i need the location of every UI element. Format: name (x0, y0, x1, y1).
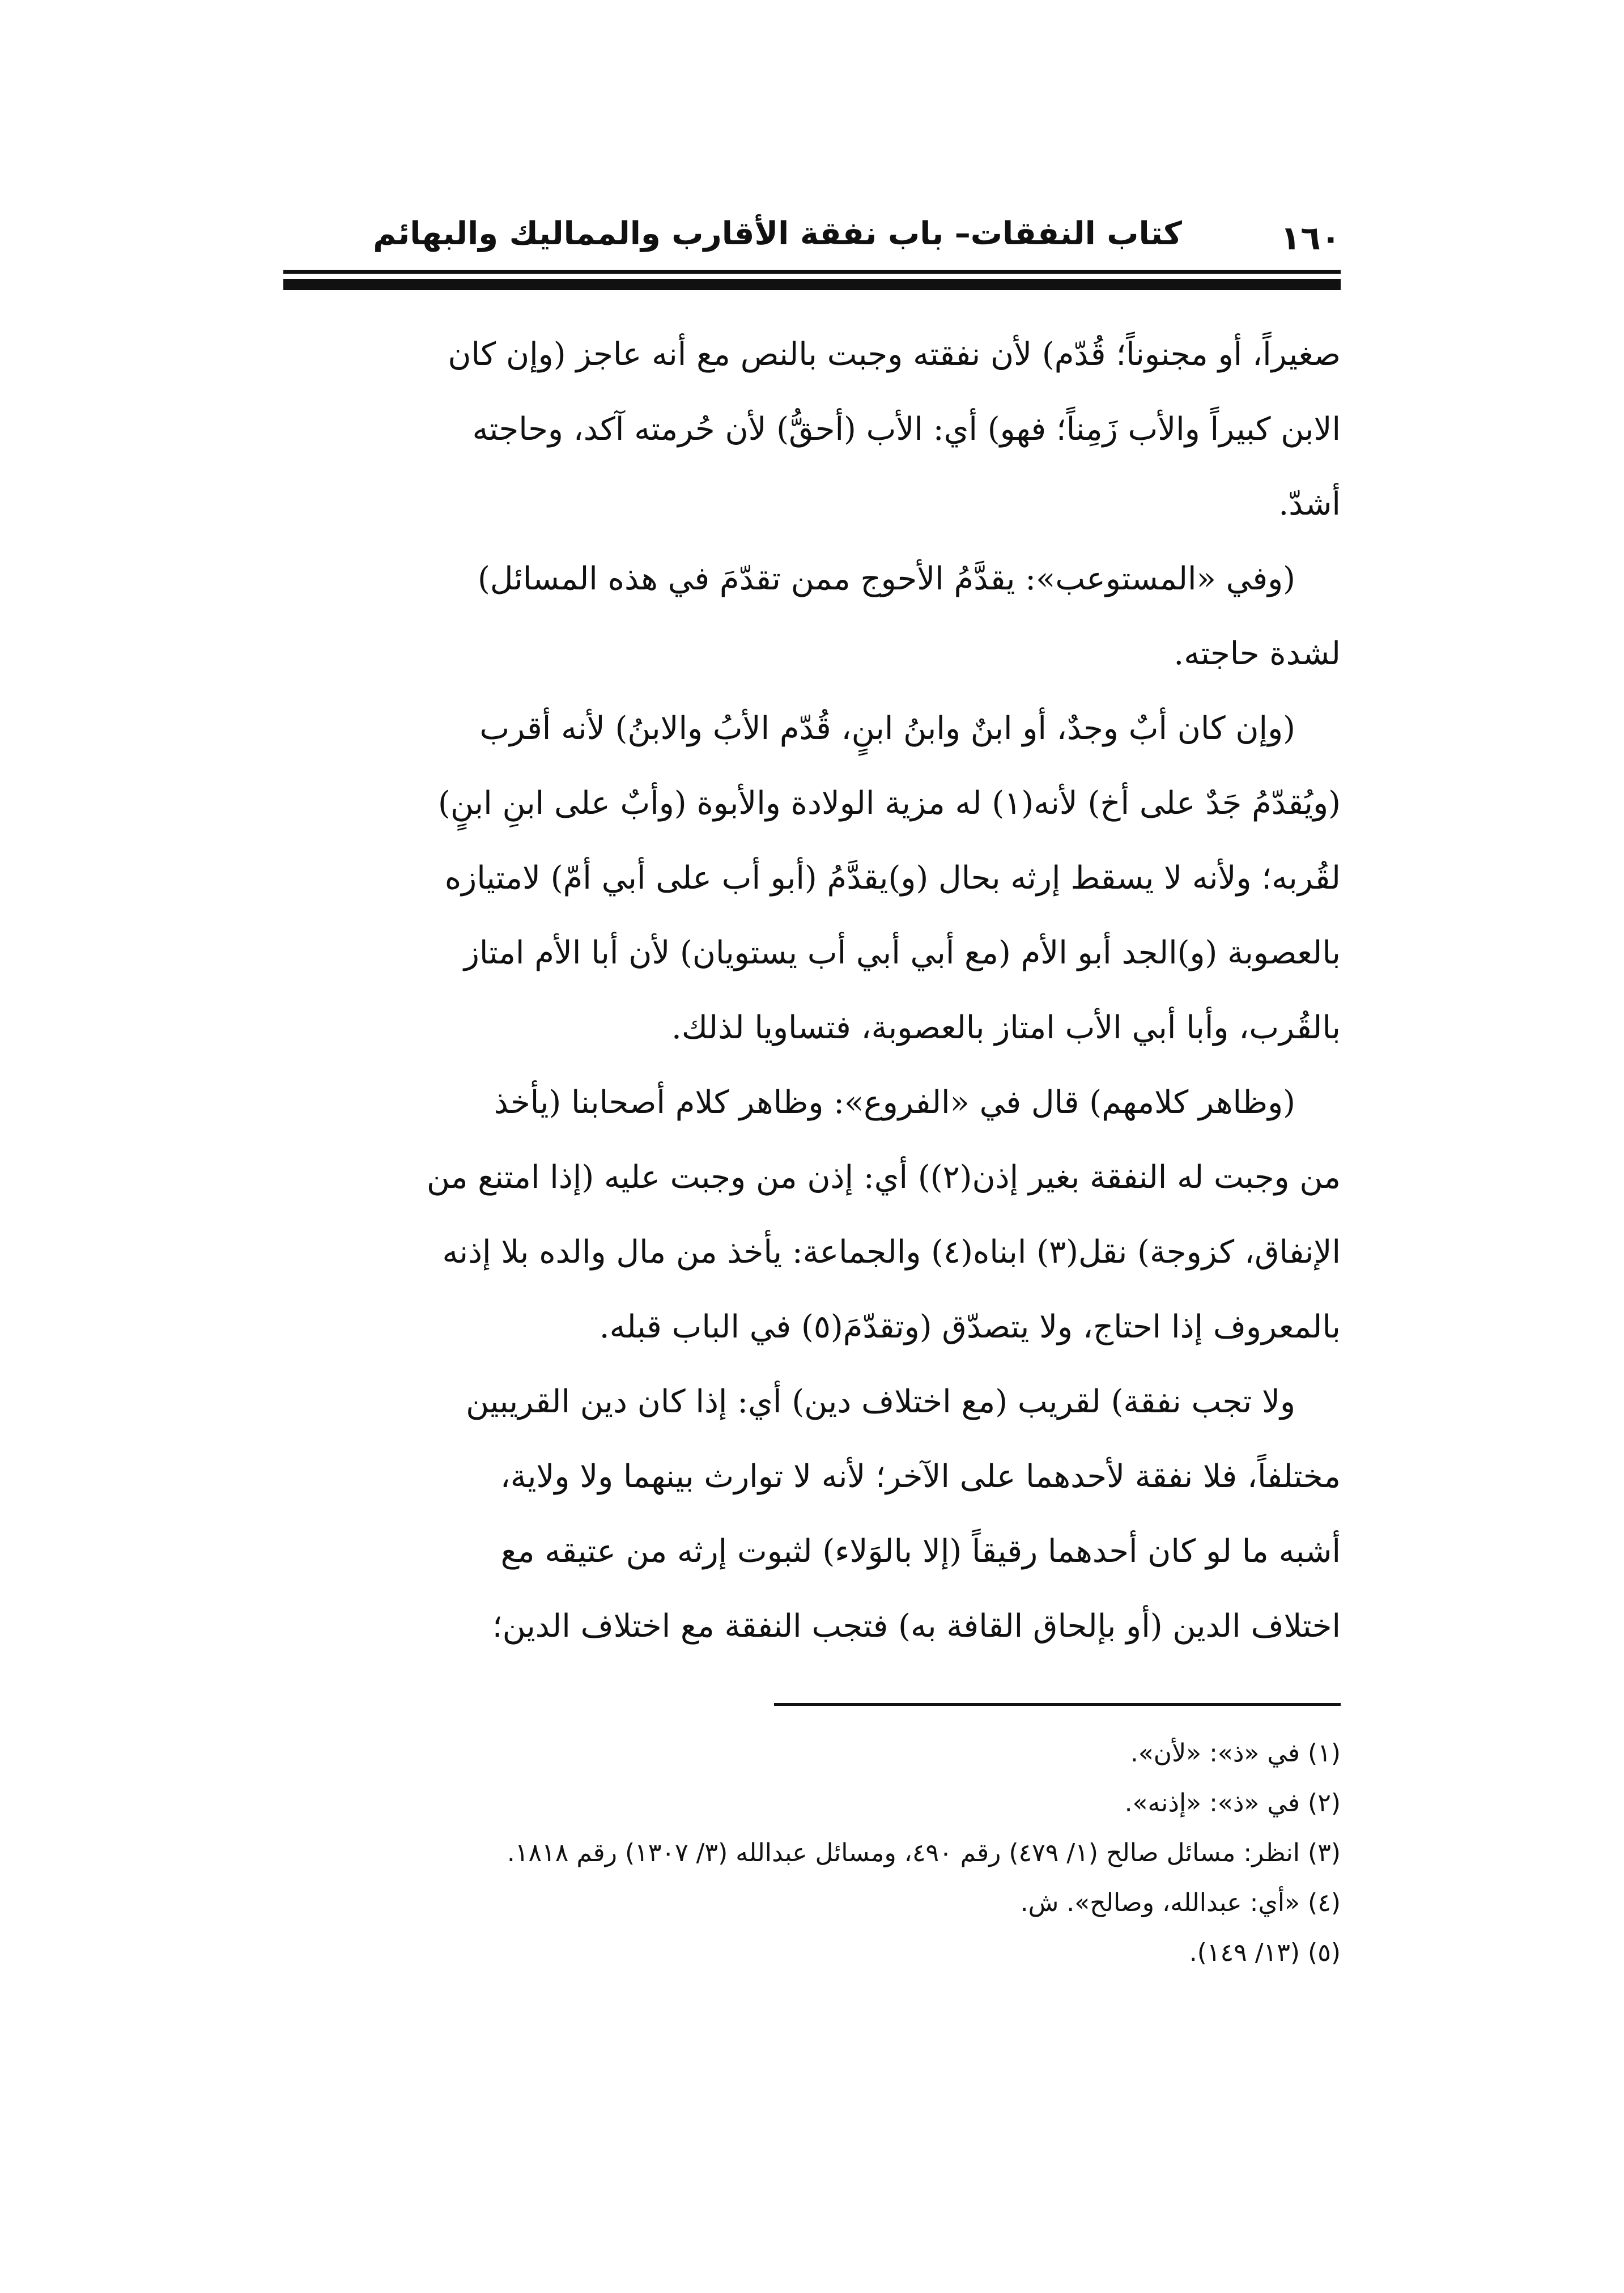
text-line: بالمعروف إذا احتاج، ولا يتصدّق (وتقدّمَ(٥) في الباب قبله. (599, 1309, 1341, 1345)
text-line: الابن كبيراً والأب زَمِناً؛ فهو) أي: الأب (أحقُّ) لأن حُرمته آكد، وحاجته (472, 411, 1341, 448)
chapter-title: كتاب النفقات– باب نفقة الأقارب والمماليك والبهائم (373, 215, 1182, 252)
text-line: صغيراً، أو مجنوناً؛ قُدّم) لأن نفقته وجبت بالنص مع أنه عاجز (وإن كان (448, 336, 1341, 373)
header-rule-thick (283, 279, 1341, 290)
footnote-separator (774, 1703, 1341, 1706)
text-line: من وجبت له النفقة بغير إذن(٢)) أي: إذن من وجبت عليه (إذا امتنع من (426, 1159, 1341, 1196)
text-line: (وظاهر كلامهم) قال في «الفروع»: وظاهر كلام أصحابنا (يأخذ (494, 1084, 1295, 1121)
text-line: مختلفاً، فلا نفقة لأحدهما على الآخر؛ لأنه لا توارث بينهما ولا ولاية، (500, 1458, 1341, 1495)
text-line: بالقُرب، وأبا أبي الأب امتاز بالعصوبة، فتساويا لذلك. (671, 1009, 1341, 1046)
footnote: (٢) في «ذ»: «إذنه». (1124, 1789, 1341, 1818)
text-line: بالعصوبة (و)الجد أبو الأم (مع أبي أبي أب يستويان) لأن أبا الأم امتاز (464, 935, 1341, 971)
text-line: لشدة حاجته. (1174, 635, 1341, 672)
text-line: (وفي «المستوعب»: يقدَّمُ الأحوج ممن تقدّمَ في هذه المسائل) (477, 560, 1295, 597)
text-line: الإنفاق، كزوجة) نقل(٣) ابناه(٤) والجماعة: يأخذ من مال والده بلا إذنه (442, 1234, 1341, 1271)
footnote: (١) في «ذ»: «لأن». (1130, 1739, 1341, 1768)
text-line: (وإن كان أبٌ وجدٌ، أو ابنٌ وابنُ ابنٍ، قُدّم الأبُ والابنُ) لأنه أقرب (479, 710, 1295, 747)
footnote: (٥) (١٣/ ١٤٩). (1189, 1938, 1341, 1967)
header-rule-thin (283, 270, 1341, 274)
footnote: (٤) «أي: عبدالله، وصالح». ش. (1020, 1888, 1341, 1917)
text-line: ولا تجب نفقة) لقريب (مع اختلاف دين) أي: إذا كان دين القريبين (466, 1383, 1295, 1420)
footnote: (٣) انظر: مسائل صالح (١/ ٤٧٩) رقم ٤٩٠، ومسائل عبدالله (٣/ ١٣٠٧) رقم ١٨١٨. (507, 1838, 1341, 1867)
running-header (283, 215, 1341, 266)
main-text (283, 317, 1341, 1664)
footnotes (283, 1729, 1341, 1978)
text-line: أشدّ. (1278, 486, 1341, 523)
text-line: (ويُقدّمُ جَدٌ على أخ) لأنه(١) له مزية الولادة والأبوة (وأبٌ على ابنِ ابنٍ) (438, 785, 1341, 822)
text-line: اختلاف الدين (أو بإلحاق القافة به) فتجب النفقة مع اختلاف الدين؛ (492, 1608, 1341, 1645)
text-line: لقُربه؛ ولأنه لا يسقط إرثه بحال (و)يقدَّمُ (أبو أب على أبي أمّ) لامتيازه (444, 860, 1341, 897)
text-line: أشبه ما لو كان أحدهما رقيقاً (إلا بالوَلاء) لثبوت إرثه من عتيقه مع (500, 1533, 1341, 1570)
page-number: ١٦٠ (1280, 219, 1341, 257)
